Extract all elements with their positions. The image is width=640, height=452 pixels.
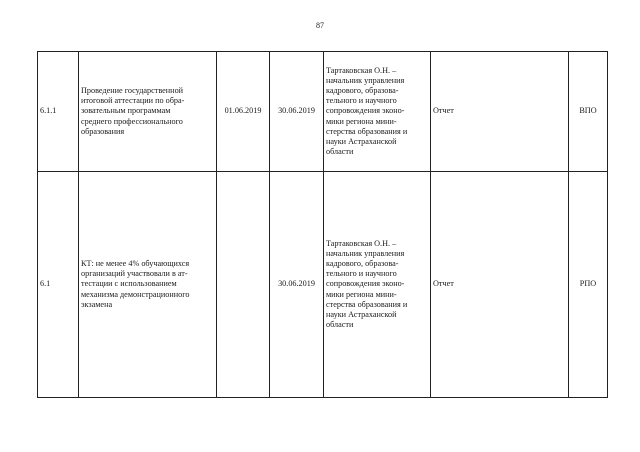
end-date: 30.06.2019 bbox=[270, 172, 324, 398]
result-document: Отчет bbox=[431, 172, 569, 398]
description-line: Проведение государственной bbox=[81, 85, 184, 95]
event-description bbox=[79, 52, 217, 172]
result-document: Отчет bbox=[431, 52, 569, 172]
start-date: 01.06.2019 bbox=[217, 52, 270, 172]
description-line: зовательным программам bbox=[81, 106, 171, 116]
description-line: среднего профессионального bbox=[81, 116, 183, 126]
row-number: 6.1.1 bbox=[38, 52, 79, 172]
responsible-person bbox=[324, 52, 431, 172]
description-line: организаций участвовали в ат- bbox=[81, 269, 188, 279]
description-line: тестации с использованием bbox=[81, 279, 177, 289]
table-row bbox=[38, 172, 608, 398]
document-type: ВПО bbox=[569, 52, 608, 172]
responsible-line: Тартаковская О.Н. – bbox=[326, 238, 397, 248]
description-line: образования bbox=[81, 126, 125, 136]
responsible-line: начальник управления bbox=[326, 248, 405, 258]
responsible-line: науки Астраханской bbox=[326, 137, 397, 146]
responsible-line: тельного и научного bbox=[326, 96, 397, 106]
responsible-line: области bbox=[326, 320, 354, 330]
responsible-line: стерства образования и bbox=[326, 299, 408, 309]
table-row bbox=[38, 52, 608, 172]
responsible-line: кадрового, образова- bbox=[326, 85, 399, 95]
responsible-line: Тартаковская О.Н. – bbox=[326, 65, 397, 75]
responsible-line: мики региона мини- bbox=[326, 289, 397, 299]
responsible-line: сопровождения эконо- bbox=[326, 279, 405, 289]
responsible-line: сопровождения эконо- bbox=[326, 106, 405, 116]
document-type: РПО bbox=[569, 172, 608, 398]
responsible-line: стерства образования и bbox=[326, 126, 408, 136]
end-date: 30.06.2019 bbox=[270, 52, 324, 172]
plan-table bbox=[37, 51, 608, 398]
responsible-line: науки Астраханской bbox=[326, 310, 397, 319]
description-line: итоговой аттестации по обра- bbox=[81, 96, 185, 106]
responsible-line: мики региона мини- bbox=[326, 116, 397, 126]
start-date bbox=[217, 172, 270, 398]
description-line: механизма демонстрационного bbox=[81, 289, 190, 299]
row-number: 6.1 bbox=[38, 172, 79, 398]
event-description bbox=[79, 172, 217, 398]
page-number: 87 bbox=[316, 21, 324, 30]
responsible-line: кадрового, образова- bbox=[326, 258, 399, 268]
responsible-line: области bbox=[326, 147, 354, 157]
description-line: экзамена bbox=[81, 299, 113, 309]
responsible-line: тельного и научного bbox=[326, 269, 397, 279]
responsible-line: начальник управления bbox=[326, 75, 405, 85]
description-line: КТ: не менее 4% обучающихся bbox=[81, 258, 190, 268]
responsible-person bbox=[324, 172, 431, 398]
